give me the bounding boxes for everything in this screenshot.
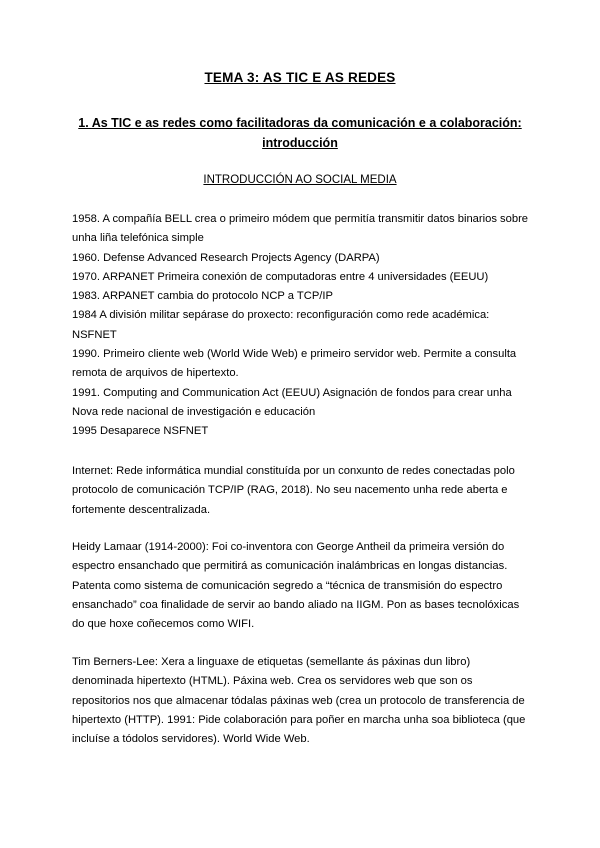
lamarr-line: Patenta como sistema de comunicación segredo a “técnica de transmisión do espectro xyxy=(72,579,503,592)
timeline-line: unha liña telefónica simple xyxy=(72,232,204,245)
internet-paragraph xyxy=(72,462,532,520)
timeline-line: 1970. ARPANET Primeira conexión de computadoras entre 4 universidades (EEUU) xyxy=(72,270,489,283)
berners-lee-paragraph xyxy=(72,653,532,749)
section-heading xyxy=(60,113,540,153)
lamarr-line: Heidy Lamaar (1914-2000): Foi co-inventora con George Antheil da primeira versión do xyxy=(72,541,505,553)
timeline-line: 1995 Desaparece NSFNET xyxy=(72,425,209,438)
sub-heading: INTRODUCCIÓN AO SOCIAL MEDIA xyxy=(203,174,397,186)
section-heading-line: introducción xyxy=(262,136,338,150)
timeline-line: 1958. A compañía BELL crea o primeiro módem que permitía transmitir datos binarios sobre xyxy=(72,213,529,225)
timeline-line: 1983. ARPANET cambia do protocolo NCP a TCP/IP xyxy=(72,290,333,303)
section-heading-line: 1. As TIC e as redes como facilitadoras da comunicación e a colaboración: xyxy=(78,116,522,130)
timeline-paragraph xyxy=(72,210,532,442)
timeline-line: NSFNET xyxy=(72,328,117,341)
internet-line: protocolo de comunicación TCP/IP (RAG, 2018). No seu nacemento unha rede aberta e xyxy=(72,484,508,497)
berners-lee-line: Tim Berners-Lee: Xera a linguaxe de etiquetas (semellante ás páxinas dun libro) xyxy=(72,656,471,668)
internet-line: fortemente descentralizada. xyxy=(72,503,211,516)
document-title: TEMA 3: AS TIC E AS REDES xyxy=(204,70,396,85)
lamarr-line: ensanchado” coa finalidade de servir ao bando aliado na IIGM. Pon as bases tecnolóxicas xyxy=(72,598,520,611)
timeline-line: 1991. Computing and Communication Act (EEUU) Asignación de fondos para crear unha xyxy=(72,386,512,399)
internet-line: Internet: Rede informática mundial constituída por un conxunto de redes conectadas polo xyxy=(72,465,515,477)
berners-lee-line: hipertexto (HTTP). 1991: Pide colaboración para poñer en marcha unha soa biblioteca (que xyxy=(72,713,526,726)
timeline-line: 1990. Primeiro cliente web (World Wide Web) e primeiro servidor web. Permite a consulta xyxy=(72,348,517,361)
berners-lee-line: incluíse a tódolos servidores). World Wide Web. xyxy=(72,733,310,746)
timeline-line: 1960. Defense Advanced Research Projects Agency (DARPA) xyxy=(72,251,380,264)
lamarr-line: espectro ensanchado que permitirá as comunicación inalámbricas en longas distancias. xyxy=(72,560,508,573)
berners-lee-line: denominada hipertexto (HTML). Páxina web. Crea os servidores web que son os xyxy=(72,675,473,688)
berners-lee-line: repositorios nos que almacenar tódalas páxinas web (crea un protocolo de transferencia de xyxy=(72,694,525,707)
lamarr-paragraph xyxy=(72,538,532,634)
timeline-line: remota de arquivos de hipertexto. xyxy=(72,367,239,380)
lamarr-line: do que hoxe coñecemos como WIFI. xyxy=(72,618,255,631)
timeline-line: 1984 A división militar sepárase do proxecto: reconfiguración como rede académica: xyxy=(72,309,490,322)
timeline-line: Nova rede nacional de investigación e educación xyxy=(72,405,316,418)
